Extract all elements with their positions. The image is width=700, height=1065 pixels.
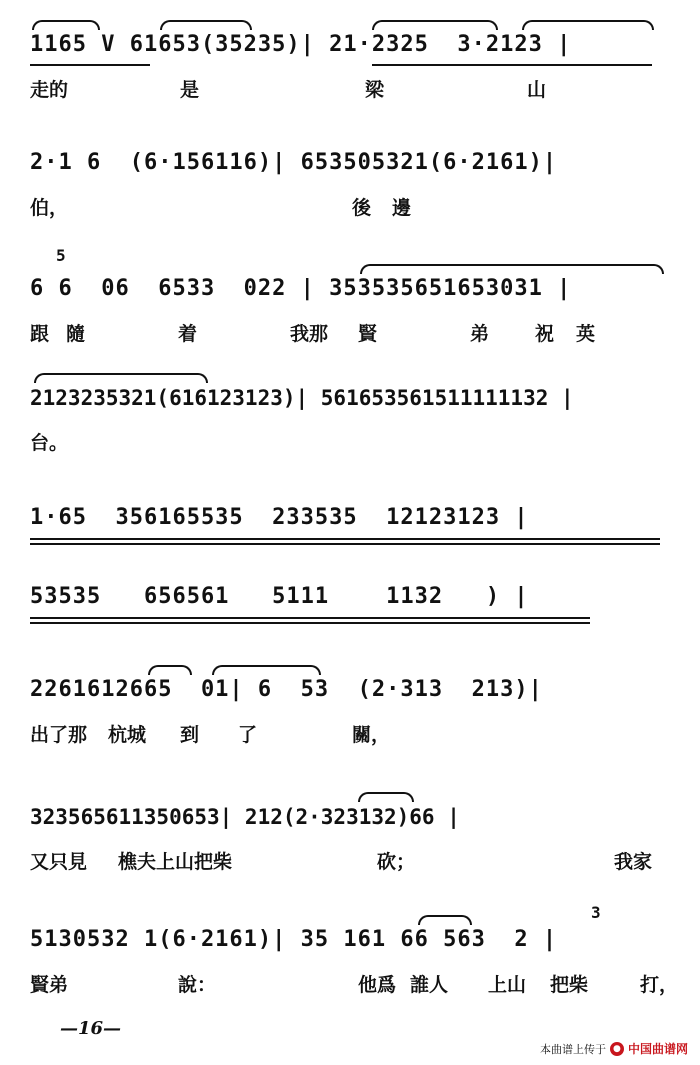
beam-line [372,64,652,66]
lyric: 說： [178,974,217,996]
footer-text: 本曲谱上传于 [539,1042,606,1056]
lyric: 賢 [358,323,378,345]
beam-line [30,543,660,545]
notation-line: 1165 V 61653(35235)| 21·2325 3·2123 | [30,32,572,57]
lyric: 後 [352,197,372,219]
notation-line: 2261612665 01| 6 53 (2·313 213)| [30,677,543,702]
grace-note: 5 [56,246,66,265]
lyric: 打， [640,974,679,996]
lyric: 梁 [365,79,385,101]
lyric: 樵夫上山把柴 [118,851,233,873]
slur-mark [148,665,192,675]
beam-line [30,622,590,624]
page-number: —16— [60,1018,122,1039]
notation-line: 323565611350653| 212(2·323132)66 | [30,805,460,829]
watermark-footer [540,1040,688,1057]
beam-line [30,617,590,619]
slur-mark [212,665,321,675]
lyric: 砍； [377,851,416,873]
slur-mark [372,20,498,30]
notation-line: 2·1 6 (6·156116)| 653505321(6·2161)| [30,150,558,175]
slur-mark [32,20,100,30]
grace-note: 3 [591,903,601,922]
site-logo-icon: ● [610,1042,624,1056]
slur-mark [160,20,252,30]
lyric: 祝 [535,323,555,345]
slur-mark [418,915,472,925]
lyrics-line [30,194,670,222]
lyric: 賢弟 [30,974,69,996]
lyric: 弟 [470,323,490,345]
lyric: 到 [180,724,200,746]
lyrics-line [30,721,670,749]
lyric: 隨 [66,323,86,345]
lyric: 關， [352,724,391,746]
lyric: 誰人 [410,974,449,996]
lyrics-line [30,76,670,104]
lyric: 跟 [30,323,50,345]
notation-line: 6 6 06 6533 022 | 353535651653031 | [30,276,572,301]
lyric: 邊 [392,197,412,219]
lyric: 山 [527,79,547,101]
lyric: 是 [180,79,200,101]
beam-line [30,538,660,540]
lyric: 英 [576,323,596,345]
lyrics-line [30,848,670,876]
lyrics-line [30,971,679,999]
notation-line: 2123235321(616123123)| 561653561511111132 | [30,386,574,410]
lyrics-line [30,429,670,457]
lyric: 走的 [30,79,69,101]
lyric: 又只見 [30,851,88,873]
lyric: 台。 [30,432,69,454]
lyrics-line [30,320,670,348]
slur-mark [522,20,654,30]
site-name[interactable]: 中国曲谱网 [627,1042,688,1056]
notation-line: 1·65 356165535 233535 12123123 | [30,505,529,530]
lyric: 着 [178,323,198,345]
lyric: 伯， [30,197,69,219]
beam-line [30,64,150,66]
lyric: 我家 [614,851,653,873]
lyric: 了 [238,724,258,746]
slur-mark [360,264,664,274]
slur-mark [358,792,414,802]
slur-mark [34,373,208,383]
lyric: 出了那 [30,724,88,746]
lyric: 上山 [488,974,527,996]
lyric: 他爲 [358,974,397,996]
notation-line: 5130532 1(6·2161)| 35 161 66 563 2 | [30,927,558,952]
lyric: 我那 [290,323,329,345]
notation-line: 53535 656561 5111 1132 ) | [30,584,529,609]
lyric: 杭城 [108,724,147,746]
lyric: 把柴 [550,974,589,996]
